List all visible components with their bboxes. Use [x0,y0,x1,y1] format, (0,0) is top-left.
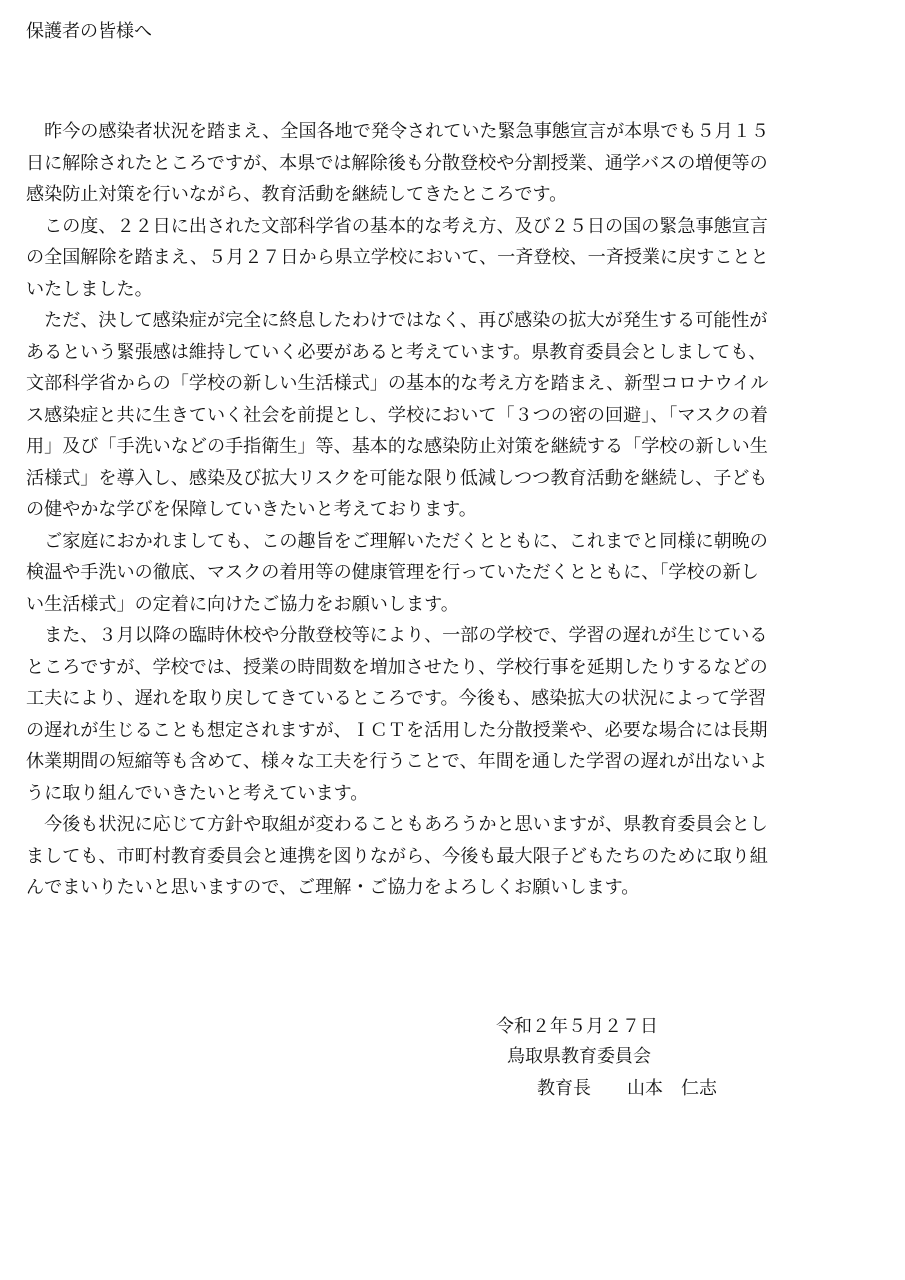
body-line: ただ、決して感染症が完全に終息したわけではなく、再び感染の拡大が発生する可能性が [26,310,768,331]
body-line: 文部科学省からの「学校の新しい生活様式」の基本的な考え方を踏まえ、新型コロナウイル [26,373,769,394]
body-line: 日に解除されたところですが、本県では解除後も分散登校や分割授業、通学バスの増便等の [26,152,768,174]
body-line: 用」及び「手洗いなどの手指衛生」等、基本的な感染防止対策を継続する「学校の新しい生 [26,436,768,457]
body-line: また、３月以降の臨時休校や分散登校等により、一部の学校で、学習の遅れが生じている [26,625,768,646]
body-line: 感染防止対策を行いながら、教育活動を継続してきたところです。 [26,184,568,205]
signature-date: 令和２年５月２７日 [496,1016,658,1037]
letter-body [26,116,892,904]
body-line: 工夫により、遅れを取り戻してきているところです。今後も、感染拡大の状況によって学習 [26,688,767,709]
body-line: 検温や手洗いの徹底、マスクの着用等の健康管理を行っていただくとともに、「学校の新し [26,562,759,583]
body-line: い生活様式」の定着に向けたご協力をお願いします。 [26,593,459,615]
body-line: ところですが、学校では、授業の時間数を増加させたり、学校行事を延期したりするなどの [26,656,768,678]
body-line: の健やかな学びを保障していきたいと考えております。 [26,499,477,520]
body-line: この度、２２日に出された文部科学省の基本的な考え方、及び２５日の国の緊急事態宣言 [26,215,768,237]
body-line: 活様式」を導入し、感染及び拡大リスクを可能な限り低減しつつ教育活動を継続し、子ども [26,467,768,489]
body-line: んでまいりたいと思いますので、ご理解・ご協力をよろしくお願いします。 [26,877,640,898]
body-line: ましても、市町村教育委員会と連携を図りながら、今後も最大限子どもたちのために取り組 [26,845,768,867]
body-line: いたしました。 [26,278,153,300]
body-line: うに取り組んでいきたいと考えています。 [26,782,369,804]
body-line: の遅れが生じることも想定されますが、ＩＣＴを活用した分散授業や、必要な場合には長期 [26,719,768,741]
salutation: 保護者の皆様へ [26,21,152,42]
body-line: あるという緊張感は維持していく必要があると考えています。県教育委員会としましても、 [26,341,767,363]
signature-organization: 鳥取県教育委員会 [507,1046,651,1067]
body-line: 休業期間の短縮等も含めて、様々な工夫を行うことで、年間を通した学習の遅れが出ないよ [26,751,768,772]
body-line: 今後も状況に応じて方針や取組が変わることもあろうかと思いますが、県教育委員会とし [26,814,768,835]
body-line: の全国解除を踏まえ、５月２７日から県立学校において、一斉登校、一斉授業に戻すことと [26,247,769,268]
body-line: 昨今の感染者状況を踏まえ、全国各地で発令されていた緊急事態宣言が本県でも５月１５ [26,121,769,142]
body-line: ご家庭におかれましても、この趣旨をご理解いただくとともに、これまでと同様に朝晩の [26,530,768,552]
signature-name: 教育長 山本 仁志 [537,1078,717,1099]
body-line: ス感染症と共に生きていく社会を前提とし、学校において「３つの密の回避」、「マスクの着 [26,404,768,426]
